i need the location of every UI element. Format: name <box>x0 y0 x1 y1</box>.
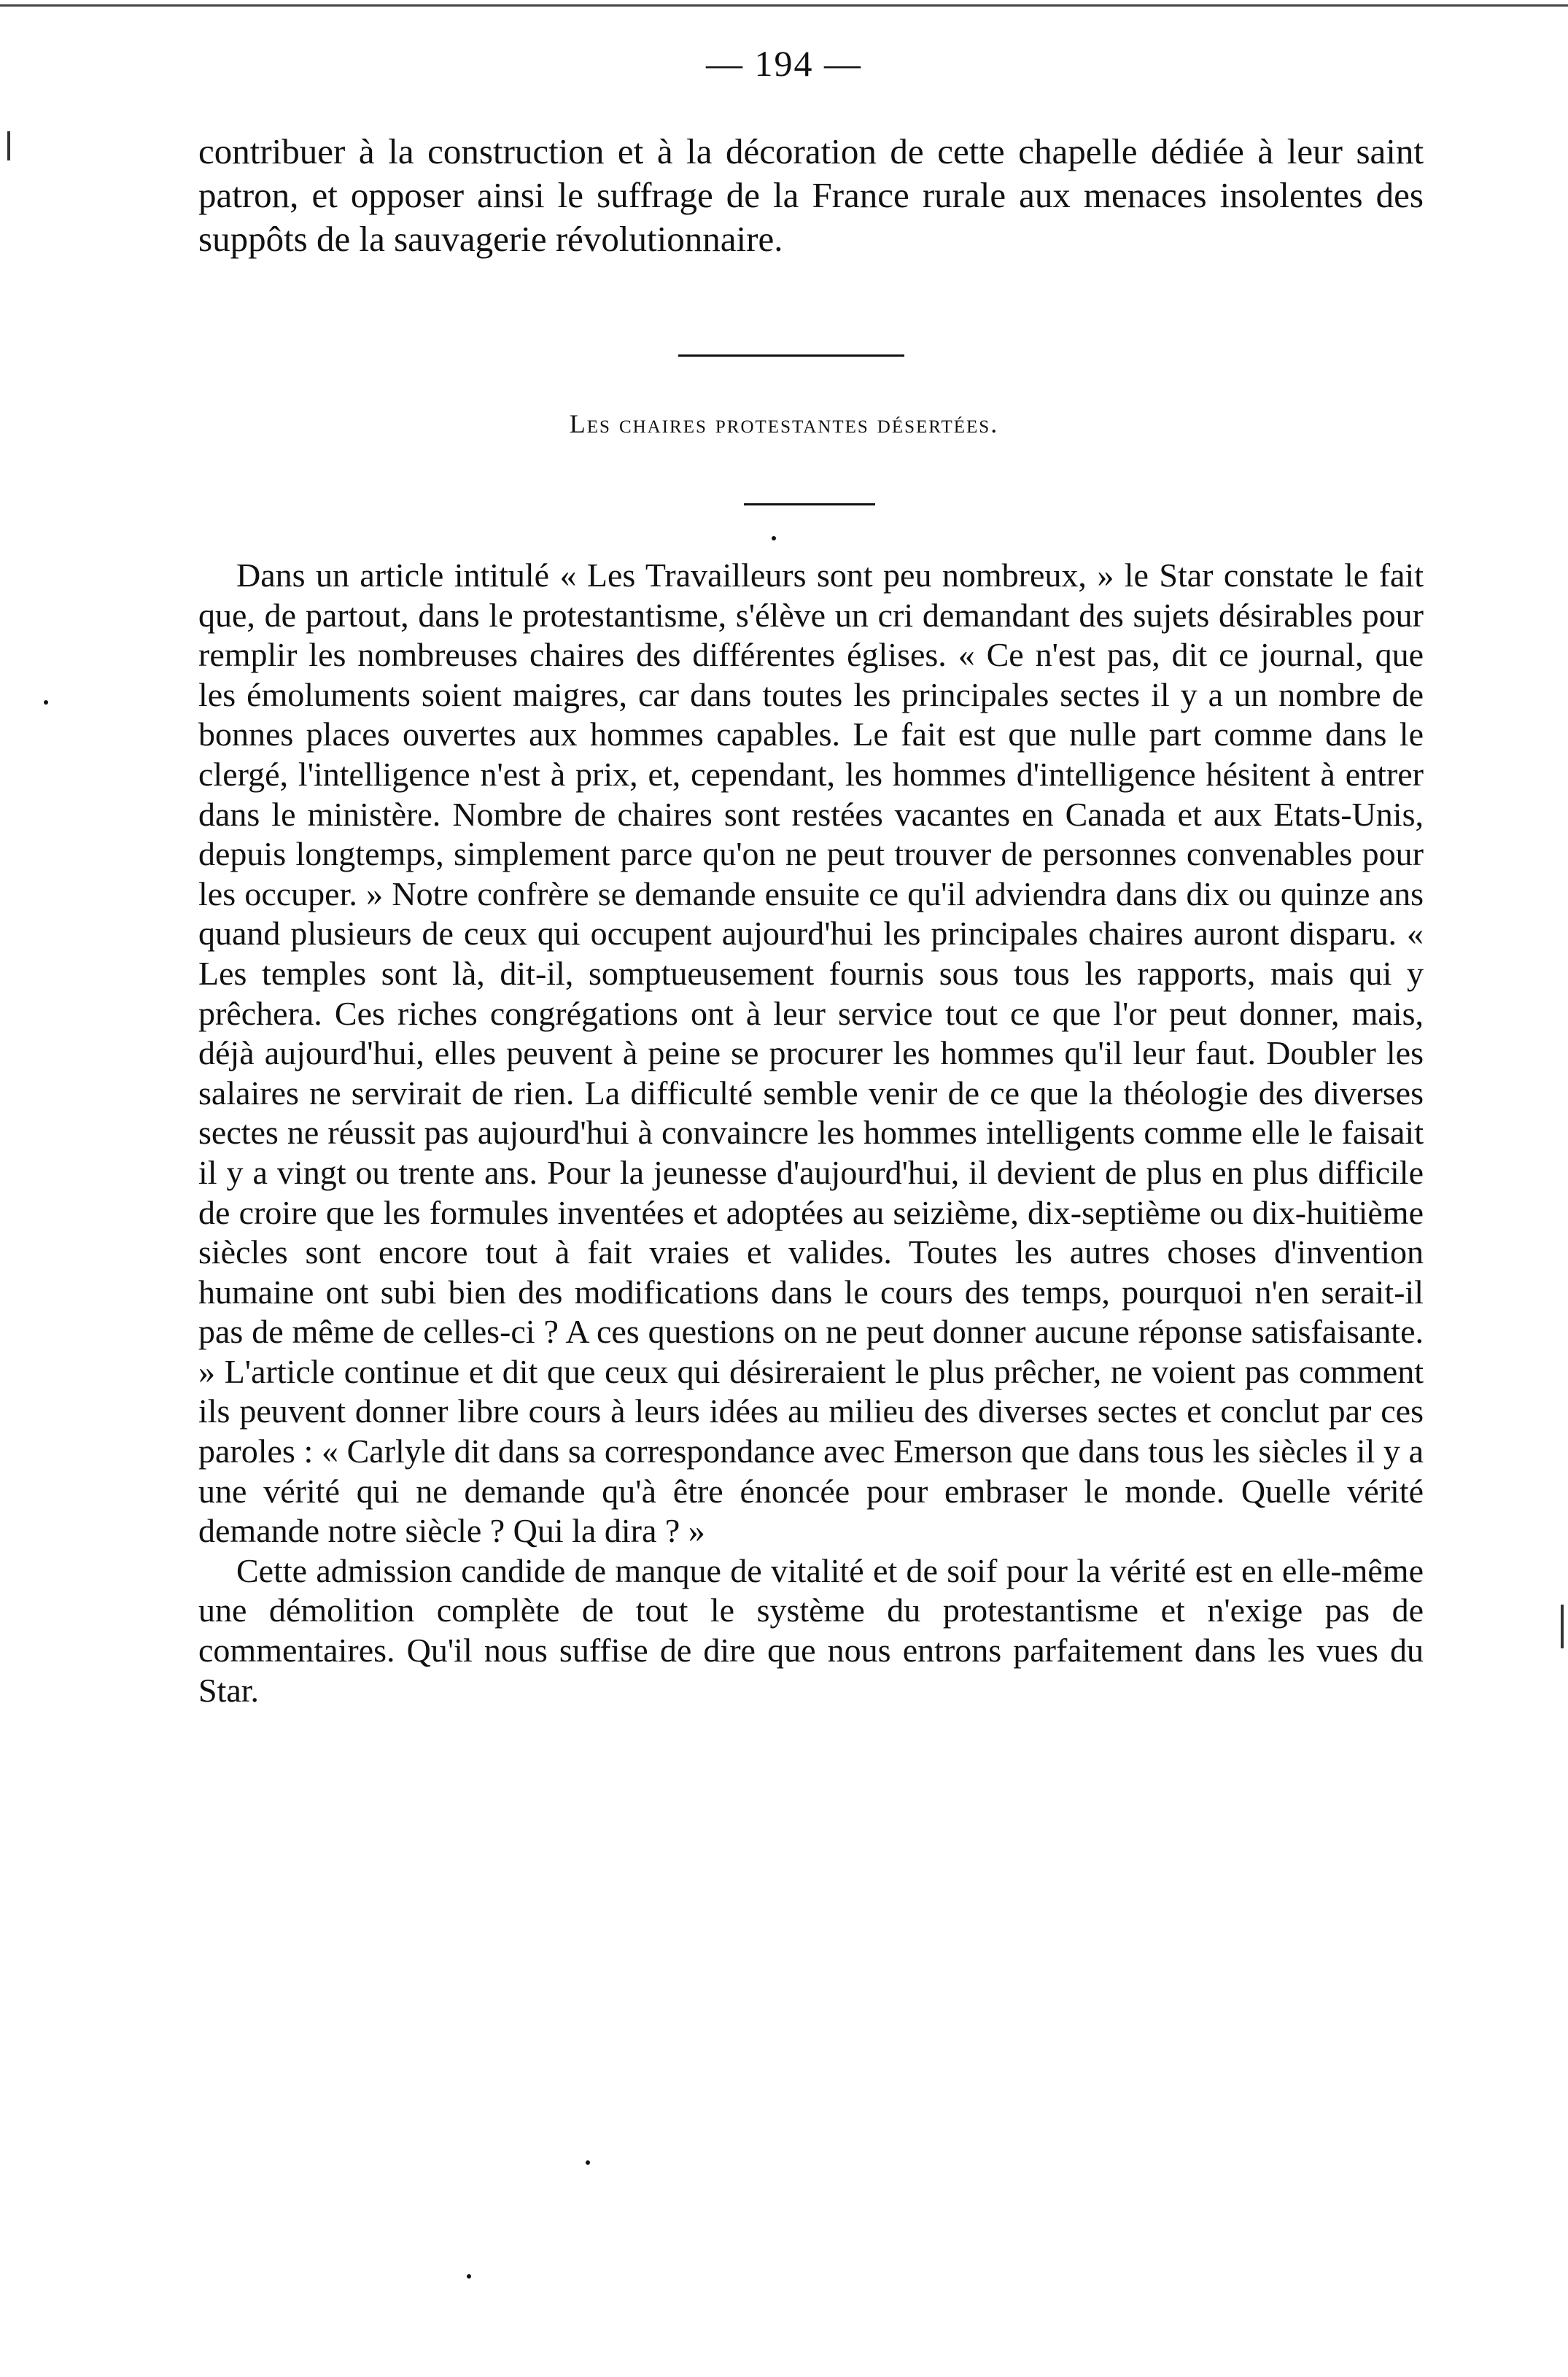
print-speck <box>772 536 776 540</box>
intro-paragraph: contribuer à la construction et à la décoration de cette chapelle dédiée à leur saint patron, et opposer ainsi le suffrage de la France rurale aux menaces insolentes des suppôts de la sauvagerie révolutionnaire. <box>198 131 1424 259</box>
section-title: Les chaires protestantes désertées. <box>569 409 999 438</box>
article-paragraph: Dans un article intitulé « Les Travailleurs sont peu nombreux, » le Star constate le fait que, de partout, dans le protestantisme, s'élève un cri demandant des sujets désirables pour remplir les nombreuses chaires des différentes églises. « Ce n'est pas, dit ce journal, que les émoluments soient maigres, car dans toutes les principales sectes il y a un nombre de bonnes places ouvertes aux hommes capables. Le fait est que nulle part comme dans le clergé, l'intelligence n'est à prix, et, cependant, les hommes d'intelligence hésitent à entrer dans le ministère. Nombre de chaires sont restées vacantes en Canada et aux Etats-Unis, depuis longtemps, simplement parce qu'on ne peut trouver de personnes convenables pour les occuper. » Notre confrère se demande ensuite ce qu'il adviendra dans dix ou quinze ans quand plusieurs de ceux qui occupent aujourd'hui les principales chaires auront disparu. « Les temples sont là, dit-il, somptueusement fournis sous tous les rapports, mais qui y prêchera. Ces riches congrégations ont à leur service tout ce que l'or peut donner, mais, déjà aujourd'hui, elles peuvent à peine se procurer les hommes qu'il leur faut. Doubler les salaires ne servirait de rien. La difficulté semble venir de ce que la théologie des diverses sectes ne réussit pas aujourd'hui à convaincre les hommes intelligents comme elle le faisait il y a vingt ou trente ans. Pour la jeunesse d'aujourd'hui, il devient de plus en plus difficile de croire que les formules inventées et adoptées au seizième, dix-septième ou dix-huitième siècles sont encore tout à fait vraies et valides. Toutes les autres choses d'invention humaine ont subi bien des modifications dans le cours des temps, pourquoi n'en serait-il pas de même de celles-ci ? A ces questions on ne peut donner aucune réponse satisfaisante. » L'article continue et dit que ceux qui désireraient le plus prêcher, ne voient pas comment ils peuvent donner libre cours à leurs idées au milieu des diverses sectes et conclut par ces paroles : « Carlyle dit dans sa correspondance avec Emerson que dans tous les siècles il y a une vérité qui ne demande qu'à être énoncée pour embraser le monde. Quelle vérité demande notre siècle ? Qui la dira ? » <box>198 557 1424 1550</box>
section-rule-top <box>678 354 904 357</box>
article-body <box>198 556 1424 1710</box>
print-speck <box>44 700 48 705</box>
print-speck <box>586 2160 590 2165</box>
print-speck <box>467 2274 471 2279</box>
intro-text-block <box>198 130 1424 261</box>
page-number: — 194 — <box>706 43 862 84</box>
top-edge-rule <box>0 4 1568 7</box>
right-edge-mark <box>1561 1605 1564 1648</box>
left-edge-mark <box>7 131 10 160</box>
section-rule-bottom <box>744 503 875 505</box>
article-paragraph: Cette admission candide de manque de vitalité et de soif pour la vérité est en elle-même une démolition complète de tout le système du protestantisme et n'exige pas de commentaires. Qu'il nous suffise de dire que nous entrons parfaitement dans les vues du Star. <box>198 1551 1424 1709</box>
